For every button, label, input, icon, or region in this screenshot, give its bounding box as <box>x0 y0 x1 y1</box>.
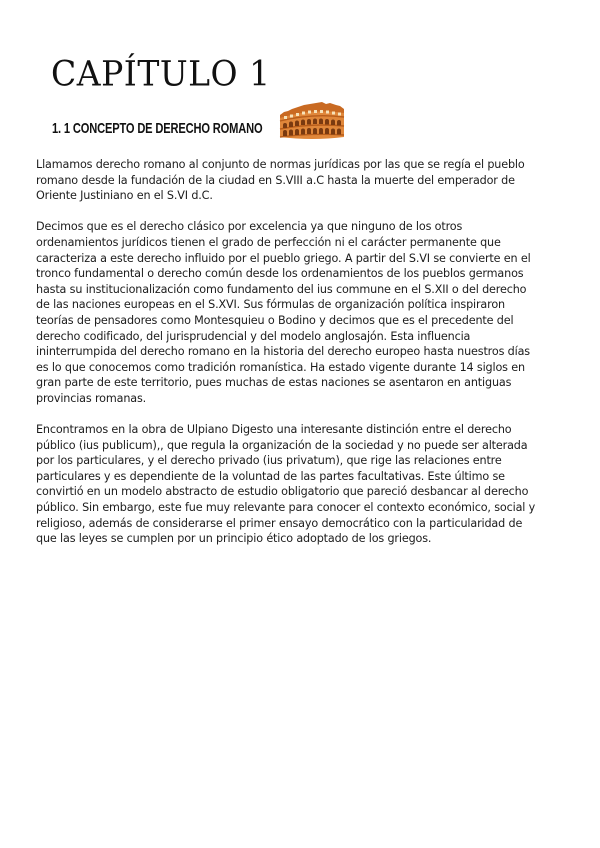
paragraph-classic-law: Decimos que es el derecho clásico por excelencia ya que ninguno de los otros ordenamientos jurídicos tienen el grado de perfección ni el carácter permanente que caracteriza a este derecho influido por el pueblo griego. A partir del S.VI se convierte en el tronco fundamental o derecho común desde los ordenamientos de los pueblos germanos hasta su institucionalización como fundamento del ius commune en el S.XII o del derecho de las naciones europeas en el S.XVI. Sus fórmulas de organización política inspiraron teorías de pensadores como Montesquieu o Bodino y decimos que es el precedente del derecho codificado, del jurisprudencial y del modelo anglosajón. Esta influencia ininterrumpida del derecho romano en la historia del derecho europeo hasta nuestros días es lo que conocemos como tradición romanística. Ha estado vigente durante 14 siglos en gran parte de este territorio, pues muchas de estas naciones se asentaron en antiguas provincias romanas. <box>36 220 531 405</box>
chapter-title: CAPÍTULO 1 <box>51 52 271 94</box>
colosseum-icon <box>278 99 346 141</box>
paragraph-ulpiano: Encontramos en la obra de Ulpiano Digesto una interesante distinción entre el derecho público (ius publicum),, que regula la organización de la sociedad y no puede ser alterada por los particulares, y el derecho privado (ius privatum), que rige las relaciones entre particulares y es dependiente de la voluntad de las partes facultativas. Este último se convirtió en un modelo abstracto de estudio obligatorio que pareció desbancar al derecho público. Sin embargo, este fue muy relevante para conocer el contexto económico, social y religioso, además de considerarse el primer ensayo democrático con la particularidad de que las leyes se cumplen por un principio ético adoptado de los griegos. <box>36 423 536 546</box>
paragraph-definition: Llamamos derecho romano al conjunto de normas jurídicas por las que se regía el pueblo romano desde la fundación de la ciudad en S.VIII a.C hasta la muerte del emperador de Oriente Justiniano en el S.VI d.C. <box>36 158 525 203</box>
section-heading: 1. 1 CONCEPTO DE DERECHO ROMANO <box>52 120 263 137</box>
body-text <box>36 157 566 562</box>
